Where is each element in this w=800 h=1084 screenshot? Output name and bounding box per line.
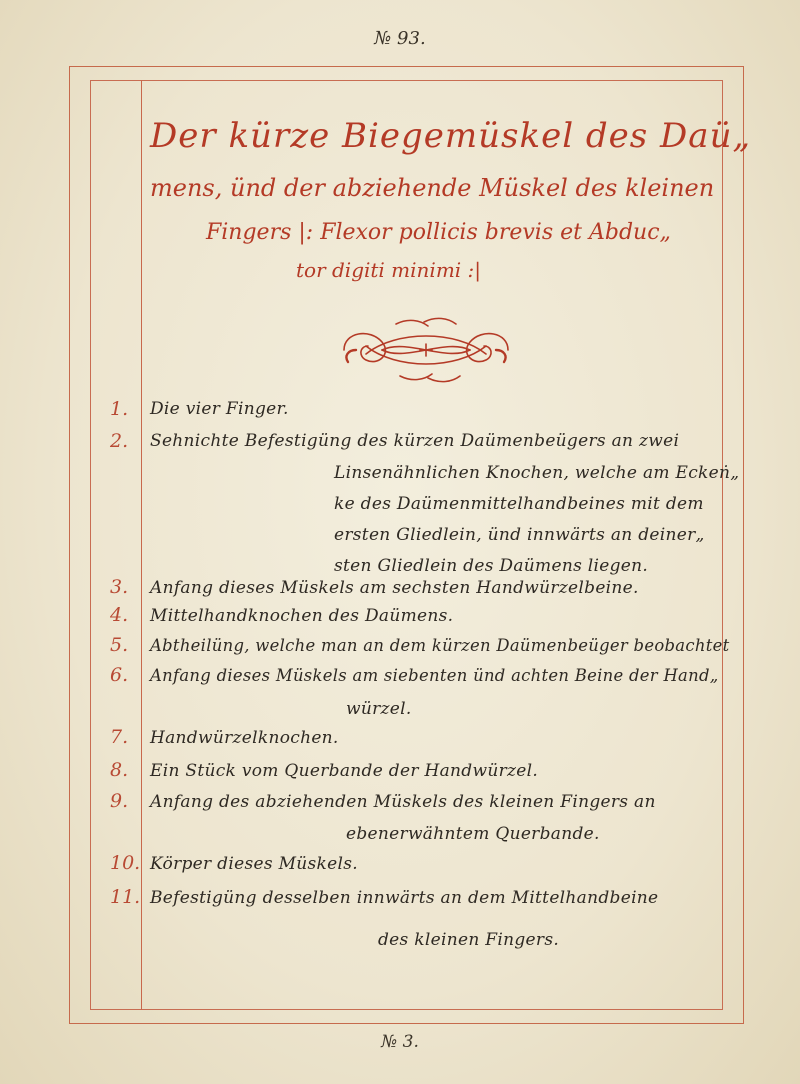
- item-text: Ein Stück vom Querbande der Handwürzel.: [150, 761, 539, 781]
- title-line-2: mens, ünd der abziehende Müskel des kleinen: [150, 174, 715, 202]
- page-number: № 93.: [374, 28, 426, 49]
- title-line-3: Fingers |: Flexor pollicis brevis et Abduc„: [206, 220, 671, 245]
- item-marker: 6.: [110, 664, 129, 686]
- title-line-4: tor digiti minimi :|: [296, 258, 482, 282]
- item-text: Sehnichte Befestigüng des kürzen Daümenbeügers an zwei: [150, 431, 680, 451]
- item-text: sten Gliedlein des Daümens liegen.: [334, 556, 649, 576]
- item-text: Befestigüng desselben innwärts an dem Mittelhandbeine: [150, 888, 659, 908]
- title-line-1: Der kürze Biegemüskel des Daü„: [150, 116, 752, 156]
- calligraphic-flourish-icon: [336, 310, 516, 390]
- item-marker: 9.: [110, 790, 129, 812]
- item-text: Anfang dieses Müskels am siebenten ünd achten Beine der Hand„: [150, 666, 719, 685]
- item-text: ebenerwähntem Querbande.: [346, 824, 600, 844]
- item-marker: 2.: [110, 430, 129, 452]
- item-text: Handwürzelknochen.: [150, 728, 339, 748]
- item-marker: 1.: [110, 398, 129, 420]
- item-text: Mittelhandknochen des Daümens.: [150, 606, 454, 626]
- item-marker: 3.: [110, 576, 129, 598]
- item-text: ersten Gliedlein, ünd innwärts an deiner„: [334, 525, 705, 545]
- item-text: würzel.: [346, 699, 412, 719]
- item-marker: 7.: [110, 726, 129, 748]
- item-marker: 8.: [110, 759, 129, 781]
- footer-number: № 3.: [381, 1032, 419, 1052]
- item-text: Körper dieses Müskels.: [150, 854, 358, 874]
- item-marker: 5.: [110, 634, 129, 656]
- item-text: des kleinen Fingers.: [378, 930, 560, 950]
- item-text: Die vier Finger.: [150, 399, 289, 419]
- item-marker: 11.: [110, 886, 141, 908]
- item-text: Anfang dieses Müskels am sechsten Handwürzelbeine.: [150, 578, 639, 598]
- item-text: Anfang des abziehenden Müskels des kleinen Fingers an: [150, 792, 656, 812]
- item-text: ke des Daümenmittelhandbeines mit dem: [334, 494, 704, 514]
- item-marker: 4.: [110, 604, 129, 626]
- item-text: Abtheilüng, welche man an dem kürzen Daümenbeüger beobachtet: [150, 636, 730, 655]
- item-text: Linsenähnlichen Knochen, welche am Eckeṅ„: [334, 463, 740, 483]
- item-marker: 10.: [110, 852, 141, 874]
